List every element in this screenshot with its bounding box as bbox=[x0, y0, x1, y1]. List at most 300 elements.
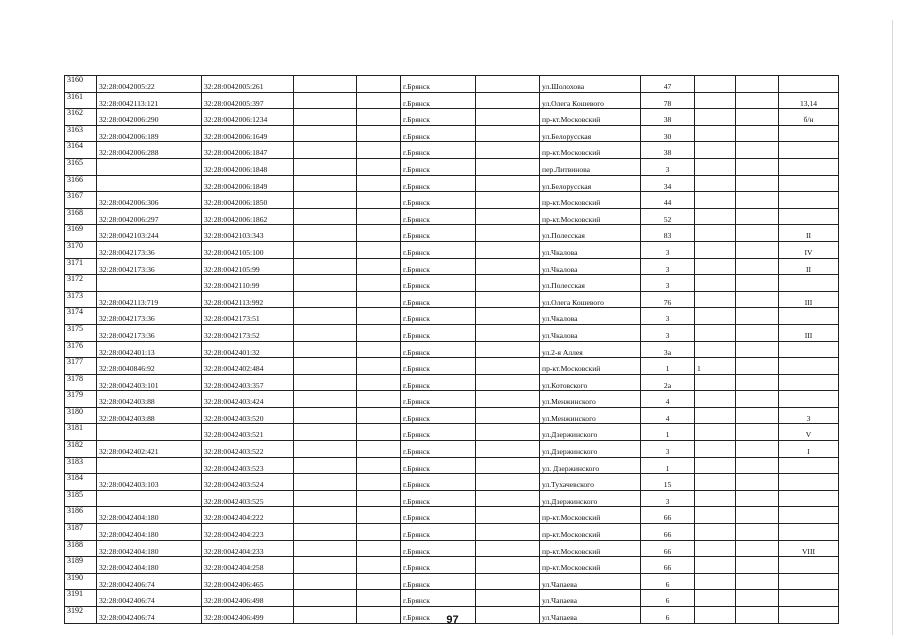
premises-cell bbox=[779, 374, 839, 391]
empty-cell bbox=[736, 490, 779, 507]
street-cell: пр-кт.Московский bbox=[540, 524, 641, 541]
cadastral-land-cell: 32:28:0042404:180 bbox=[97, 557, 202, 574]
table-row bbox=[65, 175, 839, 192]
empty-cell bbox=[294, 573, 357, 590]
table-row bbox=[65, 324, 839, 341]
empty-cell bbox=[294, 358, 357, 375]
building-cell bbox=[695, 275, 736, 292]
empty-cell bbox=[476, 441, 540, 458]
empty-cell bbox=[476, 374, 540, 391]
empty-cell bbox=[294, 308, 357, 325]
table-row bbox=[65, 192, 839, 209]
premises-cell bbox=[779, 524, 839, 541]
city-cell: г.Брянск bbox=[401, 557, 476, 574]
table-row bbox=[65, 540, 839, 557]
empty-cell bbox=[357, 507, 401, 524]
cadastral-object-cell: 32:28:0042005:397 bbox=[202, 92, 294, 109]
street-cell: ул.Тухачевского bbox=[540, 474, 641, 491]
street-cell: ул.2-я Аллея bbox=[540, 341, 641, 358]
building-cell bbox=[695, 225, 736, 242]
row-number-cell: 3191 bbox=[65, 590, 97, 607]
empty-cell bbox=[357, 291, 401, 308]
premises-cell bbox=[779, 457, 839, 474]
street-cell: пр-кт.Московский bbox=[540, 507, 641, 524]
empty-cell bbox=[736, 573, 779, 590]
empty-cell bbox=[476, 524, 540, 541]
street-cell: ул.Чапаева bbox=[540, 590, 641, 607]
row-number-cell: 3175 bbox=[65, 324, 97, 341]
premises-cell: 3 bbox=[779, 407, 839, 424]
cadastral-object-cell: 32:28:0042402:484 bbox=[202, 358, 294, 375]
street-cell: ул.Полесская bbox=[540, 225, 641, 242]
cadastral-land-cell bbox=[97, 457, 202, 474]
street-cell: пр-кт.Московский bbox=[540, 557, 641, 574]
empty-cell bbox=[476, 109, 540, 126]
cadastral-object-cell: 32:28:0042006:1234 bbox=[202, 109, 294, 126]
house-cell: 1 bbox=[641, 358, 695, 375]
empty-cell bbox=[736, 374, 779, 391]
cadastral-object-cell: 32:28:0042406:498 bbox=[202, 590, 294, 607]
street-cell: пр-кт.Московский bbox=[540, 192, 641, 209]
house-cell: 44 bbox=[641, 192, 695, 209]
street-cell: ул.Полесская bbox=[540, 275, 641, 292]
premises-cell bbox=[779, 490, 839, 507]
empty-cell bbox=[357, 192, 401, 209]
house-cell: 15 bbox=[641, 474, 695, 491]
cadastral-land-cell bbox=[97, 175, 202, 192]
row-number-cell: 3188 bbox=[65, 540, 97, 557]
cadastral-land-cell: 32:28:0042401:13 bbox=[97, 341, 202, 358]
city-cell: г.Брянск bbox=[401, 158, 476, 175]
building-cell bbox=[695, 590, 736, 607]
house-cell: 3а bbox=[641, 341, 695, 358]
premises-cell bbox=[779, 175, 839, 192]
cadastral-land-cell: 32:28:0042006:297 bbox=[97, 208, 202, 225]
premises-cell bbox=[779, 142, 839, 159]
cadastral-object-cell: 32:28:0042110:99 bbox=[202, 275, 294, 292]
house-cell: 6 bbox=[641, 573, 695, 590]
row-number-cell: 3170 bbox=[65, 241, 97, 258]
house-cell: 83 bbox=[641, 225, 695, 242]
cadastral-object-cell: 32:28:0042404:258 bbox=[202, 557, 294, 574]
cadastral-land-cell: 32:28:0042006:306 bbox=[97, 192, 202, 209]
empty-cell bbox=[357, 590, 401, 607]
empty-cell bbox=[476, 490, 540, 507]
row-number-cell: 3187 bbox=[65, 524, 97, 541]
cadastral-land-cell: 32:28:0042006:189 bbox=[97, 125, 202, 142]
empty-cell bbox=[736, 407, 779, 424]
empty-cell bbox=[357, 540, 401, 557]
building-cell bbox=[695, 424, 736, 441]
empty-cell bbox=[476, 540, 540, 557]
cadastral-object-cell: 32:28:0042006:1849 bbox=[202, 175, 294, 192]
building-cell bbox=[695, 308, 736, 325]
empty-cell bbox=[294, 125, 357, 142]
table-row bbox=[65, 424, 839, 441]
street-cell: ул.Дзержинского bbox=[540, 441, 641, 458]
premises-cell: VIII bbox=[779, 540, 839, 557]
row-number-cell: 3167 bbox=[65, 192, 97, 209]
empty-cell bbox=[736, 507, 779, 524]
city-cell: г.Брянск bbox=[401, 76, 476, 93]
empty-cell bbox=[476, 241, 540, 258]
empty-cell bbox=[294, 457, 357, 474]
building-cell bbox=[695, 441, 736, 458]
empty-cell bbox=[357, 92, 401, 109]
empty-cell bbox=[294, 424, 357, 441]
empty-cell bbox=[476, 557, 540, 574]
empty-cell bbox=[357, 524, 401, 541]
table-row bbox=[65, 158, 839, 175]
cadastral-object-cell: 32:28:0042006:1847 bbox=[202, 142, 294, 159]
premises-cell: 13,14 bbox=[779, 92, 839, 109]
empty-cell bbox=[476, 275, 540, 292]
empty-cell bbox=[357, 391, 401, 408]
street-cell: ул.Котовского bbox=[540, 374, 641, 391]
building-cell bbox=[695, 391, 736, 408]
cadastral-land-cell bbox=[97, 275, 202, 292]
empty-cell bbox=[736, 324, 779, 341]
empty-cell bbox=[736, 474, 779, 491]
table-row bbox=[65, 142, 839, 159]
row-number-cell: 3174 bbox=[65, 308, 97, 325]
city-cell: г.Брянск bbox=[401, 457, 476, 474]
empty-cell bbox=[357, 142, 401, 159]
cadastral-object-cell: 32:28:0042006:1862 bbox=[202, 208, 294, 225]
building-cell bbox=[695, 557, 736, 574]
street-cell: ул.Менжинского bbox=[540, 391, 641, 408]
premises-cell bbox=[779, 358, 839, 375]
registry-table bbox=[64, 75, 839, 624]
building-cell bbox=[695, 457, 736, 474]
cadastral-object-cell: 32:28:0042404:233 bbox=[202, 540, 294, 557]
empty-cell bbox=[476, 258, 540, 275]
city-cell: г.Брянск bbox=[401, 358, 476, 375]
table-row bbox=[65, 590, 839, 607]
city-cell: г.Брянск bbox=[401, 175, 476, 192]
row-number-cell: 3192 bbox=[65, 607, 97, 624]
empty-cell bbox=[357, 407, 401, 424]
empty-cell bbox=[476, 142, 540, 159]
house-cell: 2а bbox=[641, 374, 695, 391]
premises-cell: II bbox=[779, 258, 839, 275]
cadastral-land-cell: 32:28:0042103:244 bbox=[97, 225, 202, 242]
street-cell: ул.Чкалова bbox=[540, 258, 641, 275]
table-row bbox=[65, 258, 839, 275]
empty-cell bbox=[294, 557, 357, 574]
city-cell: г.Брянск bbox=[401, 291, 476, 308]
row-number-cell: 3189 bbox=[65, 557, 97, 574]
house-cell: 3 bbox=[641, 241, 695, 258]
cadastral-object-cell: 32:28:0042006:1850 bbox=[202, 192, 294, 209]
empty-cell bbox=[294, 540, 357, 557]
street-cell: ул.Шолохова bbox=[540, 76, 641, 93]
row-number-cell: 3171 bbox=[65, 258, 97, 275]
empty-cell bbox=[357, 324, 401, 341]
row-number-cell: 3184 bbox=[65, 474, 97, 491]
table-row bbox=[65, 474, 839, 491]
premises-cell: V bbox=[779, 424, 839, 441]
table-row bbox=[65, 76, 839, 93]
house-cell: 3 bbox=[641, 441, 695, 458]
cadastral-land-cell: 32:28:0042173:36 bbox=[97, 308, 202, 325]
building-cell bbox=[695, 92, 736, 109]
empty-cell bbox=[294, 158, 357, 175]
street-cell: пр-кт.Московский bbox=[540, 540, 641, 557]
empty-cell bbox=[294, 291, 357, 308]
table-row bbox=[65, 275, 839, 292]
house-cell: 6 bbox=[641, 590, 695, 607]
house-cell: 30 bbox=[641, 125, 695, 142]
empty-cell bbox=[736, 92, 779, 109]
premises-cell bbox=[779, 557, 839, 574]
empty-cell bbox=[736, 175, 779, 192]
cadastral-object-cell: 32:28:0042403:521 bbox=[202, 424, 294, 441]
building-cell bbox=[695, 109, 736, 126]
house-cell: 34 bbox=[641, 175, 695, 192]
house-cell: 1 bbox=[641, 424, 695, 441]
premises-cell: б/н bbox=[779, 109, 839, 126]
empty-cell bbox=[357, 275, 401, 292]
city-cell: г.Брянск bbox=[401, 441, 476, 458]
empty-cell bbox=[736, 540, 779, 557]
street-cell: ул.Чкалова bbox=[540, 324, 641, 341]
empty-cell bbox=[357, 175, 401, 192]
city-cell: г.Брянск bbox=[401, 241, 476, 258]
cadastral-land-cell: 32:28:0040846:92 bbox=[97, 358, 202, 375]
cadastral-land-cell: 32:28:0042173:36 bbox=[97, 258, 202, 275]
street-cell: ул. Дзержинского bbox=[540, 457, 641, 474]
city-cell: г.Брянск bbox=[401, 573, 476, 590]
empty-cell bbox=[736, 158, 779, 175]
empty-cell bbox=[294, 241, 357, 258]
street-cell: ул.Чкалова bbox=[540, 241, 641, 258]
empty-cell bbox=[736, 109, 779, 126]
cadastral-land-cell: 32:28:0042406:74 bbox=[97, 590, 202, 607]
premises-cell bbox=[779, 507, 839, 524]
empty-cell bbox=[736, 241, 779, 258]
city-cell: г.Брянск bbox=[401, 374, 476, 391]
cadastral-land-cell bbox=[97, 490, 202, 507]
house-cell: 4 bbox=[641, 407, 695, 424]
cadastral-object-cell: 32:28:0042406:499 bbox=[202, 607, 294, 624]
building-cell bbox=[695, 258, 736, 275]
building-cell bbox=[695, 374, 736, 391]
empty-cell bbox=[357, 490, 401, 507]
empty-cell bbox=[357, 457, 401, 474]
city-cell: г.Брянск bbox=[401, 391, 476, 408]
house-cell: 76 bbox=[641, 291, 695, 308]
empty-cell bbox=[357, 208, 401, 225]
row-number-cell: 3183 bbox=[65, 457, 97, 474]
empty-cell bbox=[736, 76, 779, 93]
row-number-cell: 3186 bbox=[65, 507, 97, 524]
empty-cell bbox=[736, 457, 779, 474]
city-cell: г.Брянск bbox=[401, 490, 476, 507]
cadastral-object-cell: 32:28:0042401:32 bbox=[202, 341, 294, 358]
street-cell: ул.Чапаева bbox=[540, 607, 641, 624]
table-row bbox=[65, 225, 839, 242]
empty-cell bbox=[476, 192, 540, 209]
cadastral-land-cell: 32:28:0042406:74 bbox=[97, 573, 202, 590]
street-cell: пер.Литвинова bbox=[540, 158, 641, 175]
empty-cell bbox=[294, 590, 357, 607]
street-cell: ул.Олега Кошевого bbox=[540, 291, 641, 308]
building-cell bbox=[695, 76, 736, 93]
city-cell: г.Брянск bbox=[401, 308, 476, 325]
empty-cell bbox=[294, 192, 357, 209]
empty-cell bbox=[476, 590, 540, 607]
house-cell: 3 bbox=[641, 490, 695, 507]
empty-cell bbox=[294, 324, 357, 341]
cadastral-land-cell: 32:28:0042006:290 bbox=[97, 109, 202, 126]
table-row bbox=[65, 490, 839, 507]
empty-cell bbox=[476, 474, 540, 491]
premises-cell bbox=[779, 341, 839, 358]
premises-cell bbox=[779, 208, 839, 225]
row-number-cell: 3165 bbox=[65, 158, 97, 175]
empty-cell bbox=[736, 291, 779, 308]
house-cell: 47 bbox=[641, 76, 695, 93]
row-number-cell: 3180 bbox=[65, 407, 97, 424]
empty-cell bbox=[357, 341, 401, 358]
cadastral-object-cell: 32:28:0042105:100 bbox=[202, 241, 294, 258]
city-cell: г.Брянск bbox=[401, 208, 476, 225]
house-cell: 3 bbox=[641, 258, 695, 275]
building-cell bbox=[695, 291, 736, 308]
city-cell: г.Брянск bbox=[401, 524, 476, 541]
cadastral-object-cell: 32:28:0042105:99 bbox=[202, 258, 294, 275]
street-cell: пр-кт.Московский bbox=[540, 358, 641, 375]
city-cell: г.Брянск bbox=[401, 109, 476, 126]
table-row bbox=[65, 208, 839, 225]
house-cell: 38 bbox=[641, 109, 695, 126]
table-row bbox=[65, 291, 839, 308]
building-cell bbox=[695, 341, 736, 358]
premises-cell bbox=[779, 76, 839, 93]
empty-cell bbox=[736, 341, 779, 358]
empty-cell bbox=[294, 225, 357, 242]
cadastral-object-cell: 32:28:0042403:357 bbox=[202, 374, 294, 391]
table-row bbox=[65, 441, 839, 458]
empty-cell bbox=[736, 125, 779, 142]
cadastral-land-cell: 32:28:0042403:101 bbox=[97, 374, 202, 391]
building-cell bbox=[695, 241, 736, 258]
row-number-cell: 3178 bbox=[65, 374, 97, 391]
empty-cell bbox=[357, 109, 401, 126]
empty-cell bbox=[357, 424, 401, 441]
empty-cell bbox=[736, 275, 779, 292]
building-cell bbox=[695, 142, 736, 159]
cadastral-land-cell bbox=[97, 158, 202, 175]
city-cell: г.Брянск bbox=[401, 142, 476, 159]
building-cell: 1 bbox=[695, 358, 736, 375]
empty-cell bbox=[736, 524, 779, 541]
empty-cell bbox=[736, 208, 779, 225]
row-number-cell: 3169 bbox=[65, 225, 97, 242]
street-cell: ул.Чкалова bbox=[540, 308, 641, 325]
premises-cell: II bbox=[779, 225, 839, 242]
empty-cell bbox=[294, 490, 357, 507]
street-cell: ул.Дзержинского bbox=[540, 490, 641, 507]
empty-cell bbox=[294, 374, 357, 391]
empty-cell bbox=[736, 441, 779, 458]
empty-cell bbox=[476, 573, 540, 590]
house-cell: 66 bbox=[641, 557, 695, 574]
page-number: 97 bbox=[446, 614, 459, 626]
city-cell: г.Брянск bbox=[401, 92, 476, 109]
city-cell: г.Брянск bbox=[401, 192, 476, 209]
city-cell: г.Брянск bbox=[401, 341, 476, 358]
empty-cell bbox=[736, 225, 779, 242]
city-cell: г.Брянск bbox=[401, 590, 476, 607]
row-number-cell: 3177 bbox=[65, 358, 97, 375]
empty-cell bbox=[476, 76, 540, 93]
empty-cell bbox=[476, 125, 540, 142]
empty-cell bbox=[476, 92, 540, 109]
empty-cell bbox=[476, 225, 540, 242]
cadastral-object-cell: 32:28:0042404:222 bbox=[202, 507, 294, 524]
street-cell: ул.Менжинского bbox=[540, 407, 641, 424]
empty-cell bbox=[294, 92, 357, 109]
page-edge-line bbox=[892, 20, 893, 635]
building-cell bbox=[695, 507, 736, 524]
table-row bbox=[65, 341, 839, 358]
cadastral-object-cell: 32:28:0042006:1649 bbox=[202, 125, 294, 142]
empty-cell bbox=[294, 391, 357, 408]
cadastral-land-cell: 32:28:0042406:74 bbox=[97, 607, 202, 624]
house-cell: 78 bbox=[641, 92, 695, 109]
street-cell: пр-кт.Московский bbox=[540, 208, 641, 225]
table-row bbox=[65, 407, 839, 424]
house-cell: 1 bbox=[641, 457, 695, 474]
city-cell: г.Брянск bbox=[401, 258, 476, 275]
row-number-cell: 3160 bbox=[65, 76, 97, 93]
empty-cell bbox=[357, 241, 401, 258]
empty-cell bbox=[357, 158, 401, 175]
empty-cell bbox=[294, 441, 357, 458]
building-cell bbox=[695, 407, 736, 424]
city-cell: г.Брянск bbox=[401, 407, 476, 424]
empty-cell bbox=[476, 507, 540, 524]
row-number-cell: 3173 bbox=[65, 291, 97, 308]
cadastral-object-cell: 32:28:0042403:520 bbox=[202, 407, 294, 424]
house-cell: 3 bbox=[641, 158, 695, 175]
row-number-cell: 3179 bbox=[65, 391, 97, 408]
cadastral-land-cell: 32:28:0042404:180 bbox=[97, 524, 202, 541]
table-row bbox=[65, 573, 839, 590]
city-cell: г.Брянск bbox=[401, 540, 476, 557]
cadastral-land-cell: 32:28:0042005:22 bbox=[97, 76, 202, 93]
row-number-cell: 3172 bbox=[65, 275, 97, 292]
house-cell: 3 bbox=[641, 308, 695, 325]
empty-cell bbox=[357, 374, 401, 391]
row-number-cell: 3161 bbox=[65, 92, 97, 109]
table-row bbox=[65, 241, 839, 258]
cadastral-land-cell bbox=[97, 424, 202, 441]
empty-cell bbox=[294, 275, 357, 292]
table-body bbox=[65, 76, 839, 624]
cadastral-object-cell: 32:28:0042403:523 bbox=[202, 457, 294, 474]
empty-cell bbox=[294, 142, 357, 159]
empty-cell bbox=[736, 424, 779, 441]
building-cell bbox=[695, 474, 736, 491]
premises-cell bbox=[779, 474, 839, 491]
empty-cell bbox=[476, 407, 540, 424]
row-number-cell: 3162 bbox=[65, 109, 97, 126]
cadastral-object-cell: 32:28:0042403:524 bbox=[202, 474, 294, 491]
empty-cell bbox=[294, 507, 357, 524]
